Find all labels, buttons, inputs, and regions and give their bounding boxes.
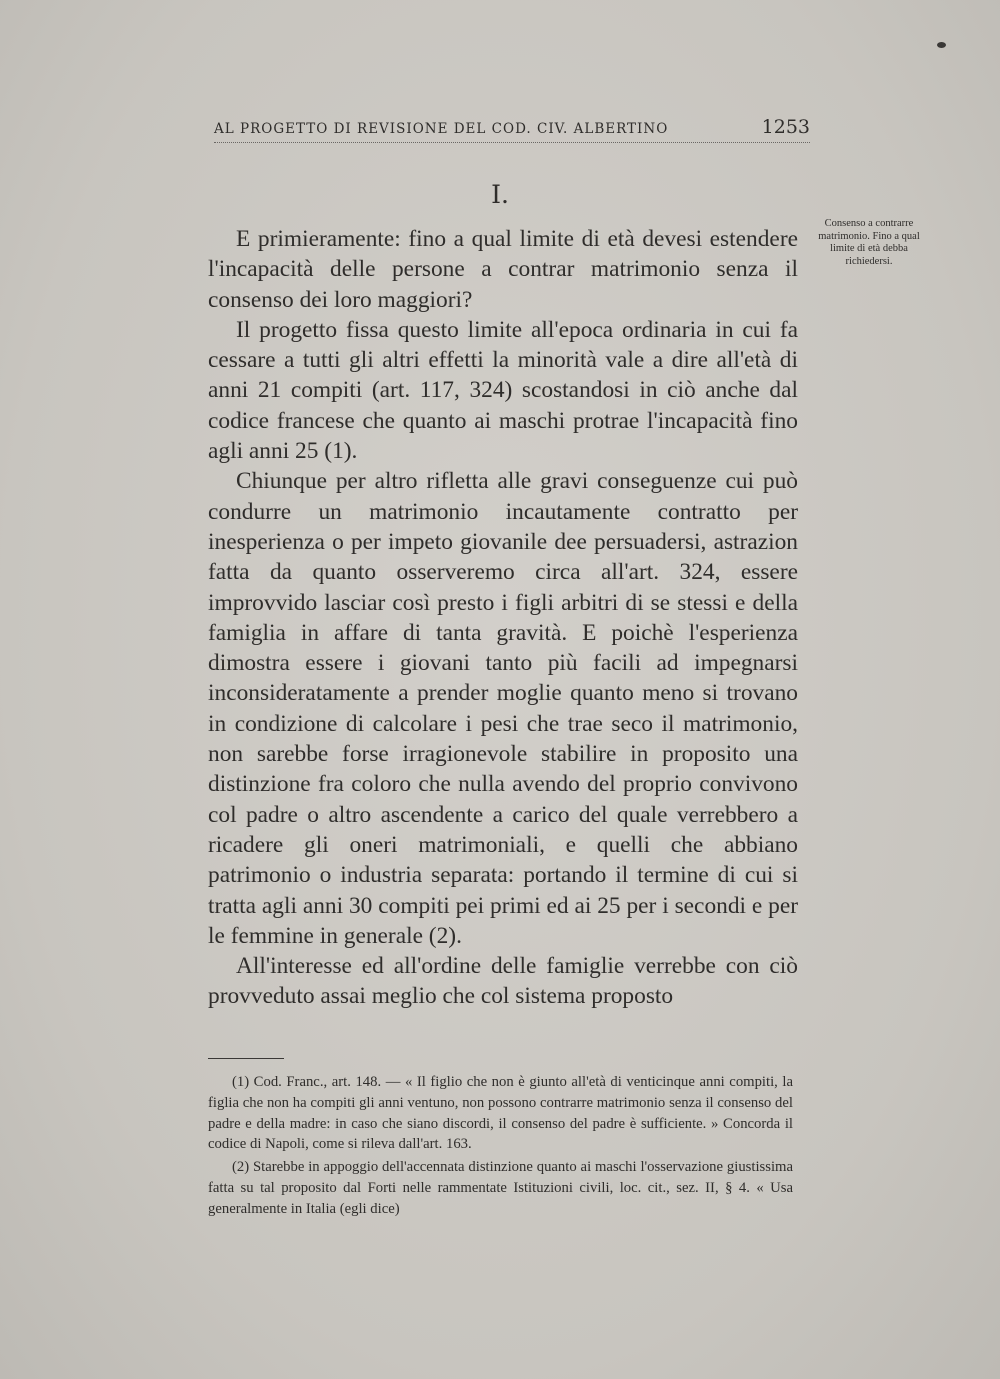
footnote: (1) Cod. Franc., art. 148. — « Il figlio che non è giunto all'età di venticinque anni compiti, la figlia che non ha compiti gli anni ventuno, non possono contrarre matrimonio senza il consenso del padre e della madre: in caso che siano discordi, il consenso del padre è sufficiente. » Concorda il codice di Napoli, come si rileva dall'art. 163. xyxy=(208,1074,793,1153)
footnotes xyxy=(208,1072,793,1222)
section-number: I. xyxy=(491,180,509,209)
ink-speck xyxy=(937,42,946,48)
footnote: (2) Starebbe in appoggio dell'accennata distinzione quanto ai maschi l'osservazione giustissima fatta su tal proposito dal Forti nelle rammentate Istituzioni civili, loc. cit., sez. II, § 4. « Usa generalmente in Italia (egli dice) xyxy=(208,1159,793,1217)
margin-note: Consenso a contrarre matrimonio. Fino a qual limite di età debba richiedersi. xyxy=(818,218,920,267)
body-text xyxy=(208,224,798,1012)
running-title: AL PROGETTO DI REVISIONE DEL COD. CIV. ALBERTINO xyxy=(214,121,669,137)
running-header xyxy=(214,116,810,138)
paragraph: All'interesse ed all'ordine delle famiglie verrebbe con ciò provveduto assai meglio che col sistema proposto xyxy=(208,953,798,1010)
page-number: 1253 xyxy=(761,116,810,138)
paragraph: E primieramente: fino a qual limite di età devesi estendere l'incapacità delle persone a contrar matrimonio senza il consenso dei loro maggiori? xyxy=(208,226,798,313)
paragraph: Il progetto fissa questo limite all'epoca ordinaria in cui fa cessare a tutti gli altri effetti la minorità vale a dire all'età di anni 21 compiti (art. 117, 324) scostandosi in ciò anche dal codice francese che quanto ai maschi protrae l'incapacità fino agli anni 25 (1). xyxy=(208,316,798,465)
header-rule xyxy=(214,142,810,143)
paragraph: Chiunque per altro rifletta alle gravi conseguenze cui può condurre un matrimonio incautamente contratto per inesperienza o per impeto giovanile dee persuadersi, astrazion fatta da quanto osserveremo circa all'art. 324, essere improvvido lasciar così presto i figli arbitri di se stessi e della famiglia in affare di tanta gravità. E poichè l'esperienza dimostra essere i giovani tanto più facili ad impegnarsi inconsideratamente a prender moglie quanto meno si trovano in condizione di calcolare i pesi che trae seco il matrimonio, non sarebbe forse irragionevole stabilire in proposito una distinzione fra coloro che nulla avendo del proprio convivono col padre o altro ascendente a carico del quale verrebbero a ricadere gli oneri matrimoniali, e quelli che abbiano patrimonio o industria separata: portando il termine di cui si tratta agli anni 30 compiti pei primi ed ai 25 per i secondi e per le femmine in generale (2). xyxy=(208,468,798,949)
footnote-rule xyxy=(208,1058,284,1059)
